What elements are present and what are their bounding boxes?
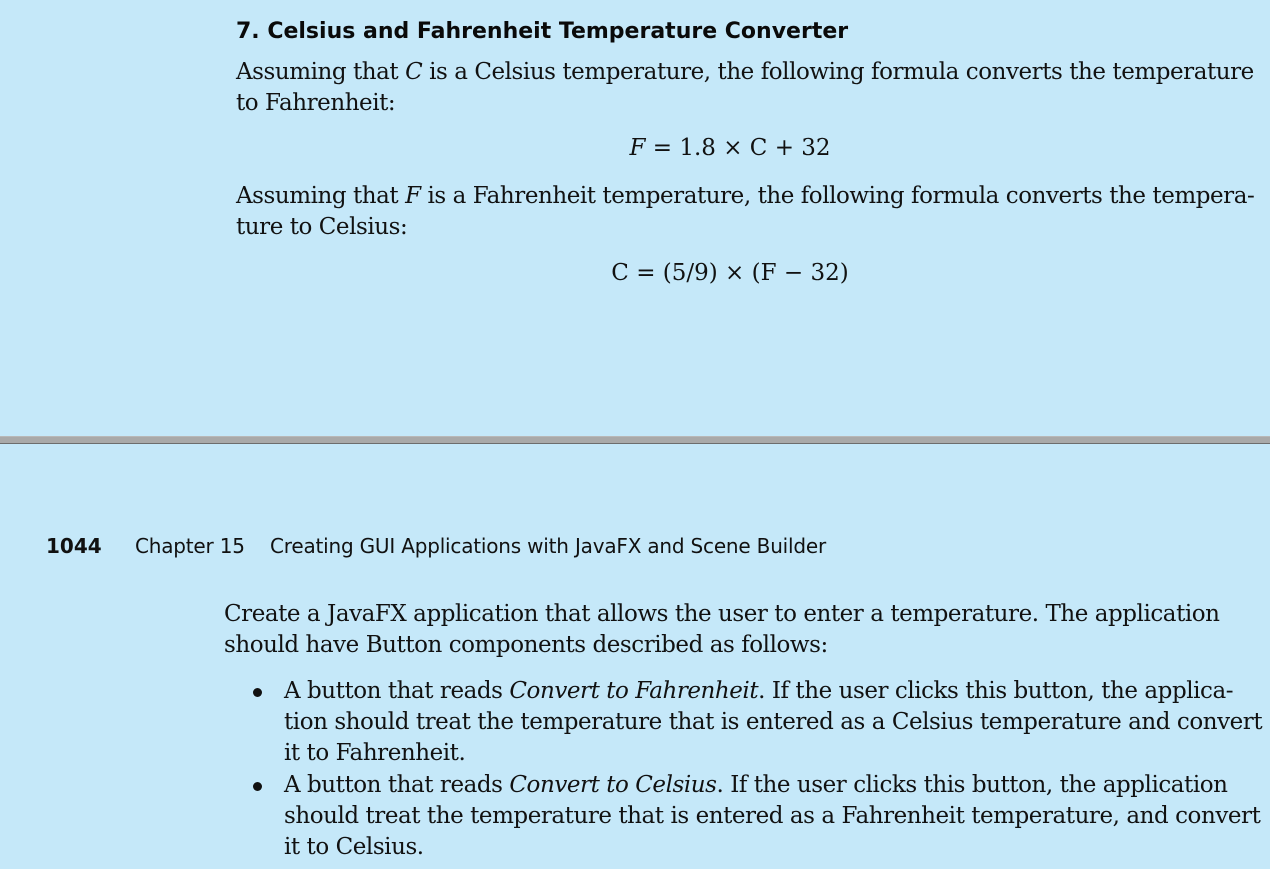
exercise-heading: 7. Celsius and Fahrenheit Temperature Converter: [236, 19, 849, 44]
para2-line1-start: Assuming that: [236, 183, 406, 209]
chapter-label: Chapter 15: [135, 534, 245, 558]
fahrenheit-formula: [0, 133, 1270, 163]
bullet-2-line3: it to Celsius.: [284, 834, 424, 860]
para2-line2: ture to Celsius:: [236, 214, 408, 240]
bullet-1-line3: it to Fahrenheit.: [284, 740, 466, 766]
bullet-1-line1-start: A button that reads: [284, 678, 510, 704]
bullet-1-dot: [253, 688, 262, 697]
bullet-2-button-name: Convert to Celsius: [509, 772, 717, 798]
para1-line1: [236, 57, 1254, 88]
chapter-title: Creating GUI Applications with JavaFX and Scene Builder: [270, 534, 827, 558]
formula-f-variable: F: [629, 135, 646, 161]
page-number: 1044: [46, 534, 102, 558]
celsius-formula: C = (5/9) × (F − 32): [611, 260, 849, 286]
bullet-1-line1-end: . If the user clicks this button, the applica-: [758, 678, 1234, 704]
variable-f: F: [405, 183, 421, 209]
bullet-1-line2: tion should treat the temperature that is entered as a Celsius temperature and convert: [284, 709, 1263, 735]
bullet-1-button-name: Convert to Fahrenheit: [509, 678, 759, 704]
bullet-2-dot: [253, 782, 262, 791]
bullet-1-line1: [284, 676, 1233, 707]
continuation-line1: Create a JavaFX application that allows the user to enter a temperature. The application: [224, 601, 1220, 627]
page-divider: [0, 436, 1270, 444]
bullet-2-line1-start: A button that reads: [284, 772, 510, 798]
para2-line1: [236, 181, 1254, 212]
formula-f-rhs: = 1.8 × C + 32: [645, 135, 831, 161]
para1-line2: to Fahrenheit:: [236, 90, 396, 116]
para1-line1-start: Assuming that: [236, 59, 406, 85]
bullet-2-line1: [284, 770, 1228, 801]
bullet-2-line1-end: . If the user clicks this button, the application: [716, 772, 1228, 798]
para2-line1-end: is a Fahrenheit temperature, the following formula converts the tempera-: [420, 183, 1255, 209]
continuation-line2: should have Button components described as follows:: [224, 632, 828, 658]
variable-c: C: [405, 59, 423, 85]
bullet-2-line2: should treat the temperature that is entered as a Fahrenheit temperature, and convert: [284, 803, 1261, 829]
para1-line1-end: is a Celsius temperature, the following formula converts the temperature: [422, 59, 1254, 85]
